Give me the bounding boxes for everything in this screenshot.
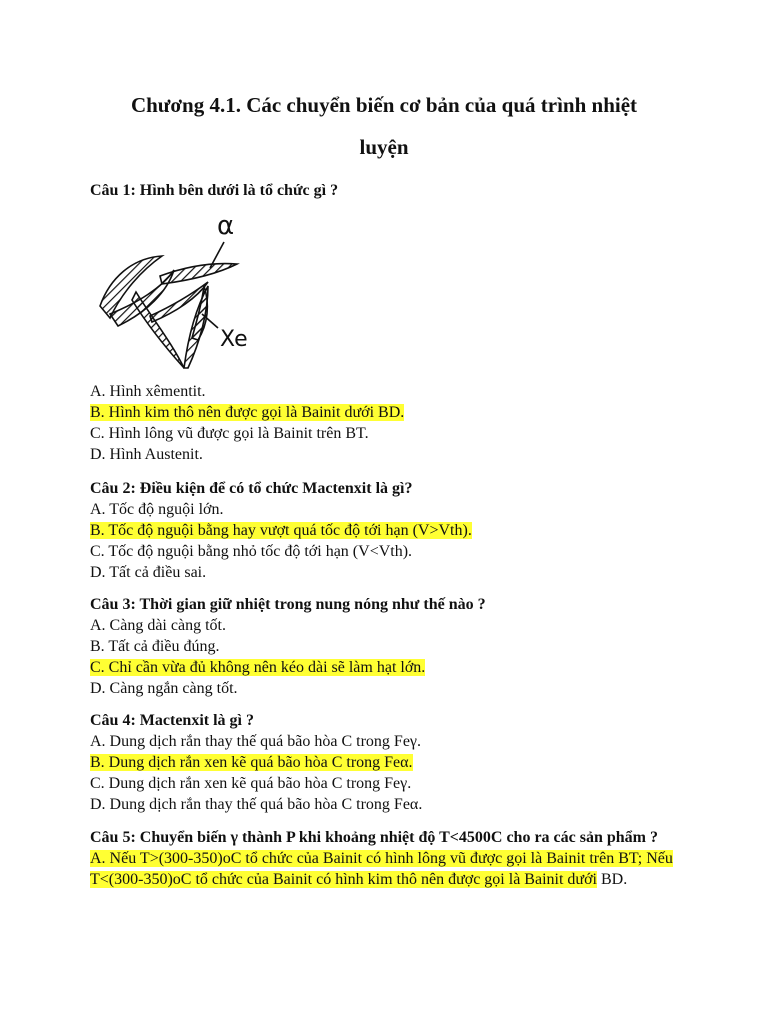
bainite-diagram [92, 208, 272, 378]
q2-option-a: A. Tốc độ nguội lớn. [90, 501, 224, 518]
question-2-text: Câu 2: Điều kiện để có tổ chức Mactenxit là gì? [90, 480, 413, 497]
question-5-text: Câu 5: Chuyển biến γ thành P khi khoảng nhiệt độ T<4500C cho ra các sản phẩm ? [90, 829, 658, 846]
question-1-options [90, 381, 690, 465]
q4-option-b: B. Dung dịch rắn xen kẽ quá bão hòa C trong Feα. [90, 754, 413, 771]
q1-option-b: B. Hình kim thô nên được gọi là Bainit dưới BD. [90, 404, 405, 421]
q3-option-a: A. Càng dài càng tốt. [90, 617, 226, 634]
q3-option-b: B. Tất cả điều đúng. [90, 638, 220, 655]
q3-option-c: C. Chỉ cần vừa đủ không nên kéo dài sẽ làm hạt lớn. [90, 659, 426, 676]
question-4-text: Câu 4: Mactenxit là gì ? [90, 712, 254, 729]
q5-option-a-rest: BD. [596, 871, 628, 888]
q5-option-a-highlighted: A. Nếu T>(300-350)oC tổ chức của Bainit có hình lông vũ được gọi là Bainit trên BT; Nếu T<(300-350)oC tổ chức của Bainit có hình kim thô nên được gọi là Bainit dưới [90, 850, 673, 888]
q3-option-d: D. Càng ngắn càng tốt. [90, 680, 238, 697]
microstructure-figure [92, 208, 272, 378]
q2-option-b: B. Tốc độ nguội bằng hay vượt quá tốc độ tới hạn (V>Vth). [90, 522, 472, 539]
q4-option-a: A. Dung dịch rắn thay thế quá bão hòa C trong Feγ. [90, 733, 421, 750]
alpha-label: α [217, 211, 235, 241]
q1-option-a: A. Hình xêmentit. [90, 383, 206, 400]
q4-option-c: C. Dung dịch rắn xen kẽ quá bão hòa C trong Feγ. [90, 775, 412, 792]
question-5 [90, 827, 690, 890]
q2-option-d: D. Tất cả điều sai. [90, 564, 207, 581]
chapter-title-line-1: Chương 4.1. Các chuyển biến cơ bản của quá trình nhiệt [130, 93, 638, 117]
question-3-text: Câu 3: Thời gian giữ nhiệt trong nung nóng như thế nào ? [90, 596, 486, 613]
xe-label: Xe [220, 327, 248, 352]
question-1-text: Câu 1: Hình bên dưới là tổ chức gì ? [90, 182, 339, 199]
chapter-title [60, 84, 708, 168]
q1-option-d: D. Hình Austenit. [90, 446, 203, 463]
q4-option-d: D. Dung dịch rắn thay thế quá bão hòa C trong Feα. [90, 796, 423, 813]
question-2 [90, 478, 690, 583]
question-4 [90, 710, 690, 815]
q5-option-a [90, 848, 690, 890]
chapter-title-line-2: luyện [359, 135, 409, 159]
question-3 [90, 594, 690, 699]
q1-option-c: C. Hình lông vũ được gọi là Bainit trên BT. [90, 425, 369, 442]
q2-option-c: C. Tốc độ nguội bằng nhỏ tốc độ tới hạn (V<Vth). [90, 543, 413, 560]
question-1 [90, 180, 690, 201]
